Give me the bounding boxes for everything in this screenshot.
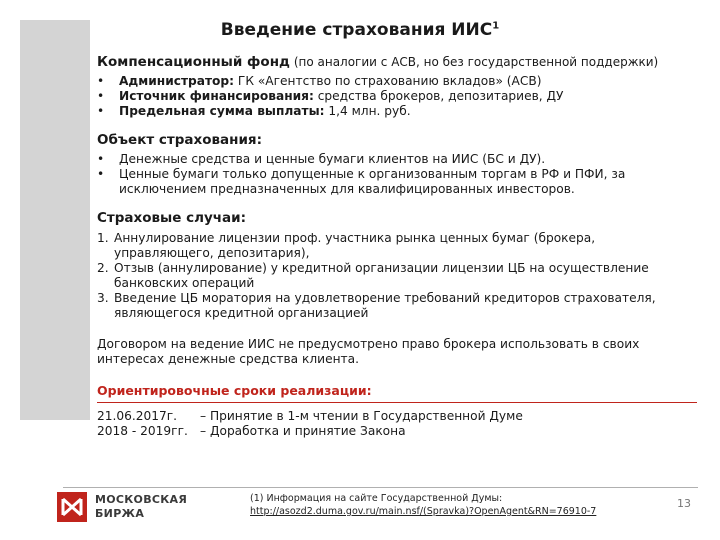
moex-logo	[57, 492, 187, 522]
deadlines-heading: Ориентировочные сроки реализации:	[97, 383, 372, 398]
object-heading: Объект страхования:	[97, 132, 262, 148]
broker-paragraph: Договором на ведение ИИС не предусмотрено право брокера использовать в своих интересах денежные средства клиента.	[97, 337, 640, 366]
case-item: 2. Отзыв (аннулирование) у кредитной организации лицензии ЦБ на осуществление банковских операций	[97, 261, 649, 290]
moex-logo-text: МОСКОВСКАЯ БИРЖА	[95, 493, 188, 520]
cases-heading: Страховые случаи:	[97, 210, 247, 226]
timeline-row: 21.06.2017г. – Принятие в 1-м чтении в Государственной Думе	[97, 409, 523, 423]
object-item: • Денежные средства и ценные бумаги клиентов на ИИС (БС и ДУ).	[97, 152, 697, 167]
fund-item: • Источник финансирования: средства брокеров, депозитариев, ДУ	[97, 89, 697, 104]
moex-logo-icon	[57, 492, 87, 522]
case-item: 1. Аннулирование лицензии проф. участника рынка ценных бумаг (брокера, управляющего, депозитария),	[97, 231, 596, 260]
footnote-text: (1) Информация на сайте Государственной Думы:	[250, 493, 503, 504]
footnote-link[interactable]: http://asozd2.duma.gov.ru/main.nsf/(Spravka)?OpenAgent&RN=76910-7	[250, 506, 597, 517]
fund-item: • Предельная сумма выплаты: 1,4 млн. руб.	[97, 104, 697, 119]
footer-divider	[63, 487, 698, 488]
fund-section	[97, 55, 697, 119]
slide-content	[97, 55, 697, 439]
object-list	[97, 152, 697, 197]
cases-list	[97, 231, 697, 321]
deadlines-divider	[97, 402, 697, 403]
cases-section	[97, 211, 697, 321]
object-item: • Ценные бумаги только допущенные к организованным торгам в РФ и ПФИ, за исключением предназначенных для квалифицированных инвесторов.	[97, 167, 697, 197]
page-number: 13	[677, 497, 691, 510]
case-item: 3. Введение ЦБ моратория на удовлетворение требований кредиторов страхователя, являющегося кредитной организацией	[97, 291, 656, 320]
side-bar-decoration	[20, 20, 90, 420]
fund-heading: Компенсационный фонд	[97, 54, 290, 70]
fund-list	[97, 74, 697, 119]
fund-note: (по аналогии с АСВ, но без государственной поддержки)	[293, 55, 659, 69]
footnote	[250, 492, 596, 518]
slide-title: Введение страхования ИИС$^1$	[220, 20, 500, 40]
timeline-row: 2018 - 2019гг. – Доработка и принятие Закона	[97, 424, 406, 438]
object-section	[97, 133, 697, 197]
deadlines-timeline	[97, 409, 697, 439]
fund-item: • Администратор: ГК «Агентство по страхованию вкладов» (АСВ)	[97, 74, 697, 89]
